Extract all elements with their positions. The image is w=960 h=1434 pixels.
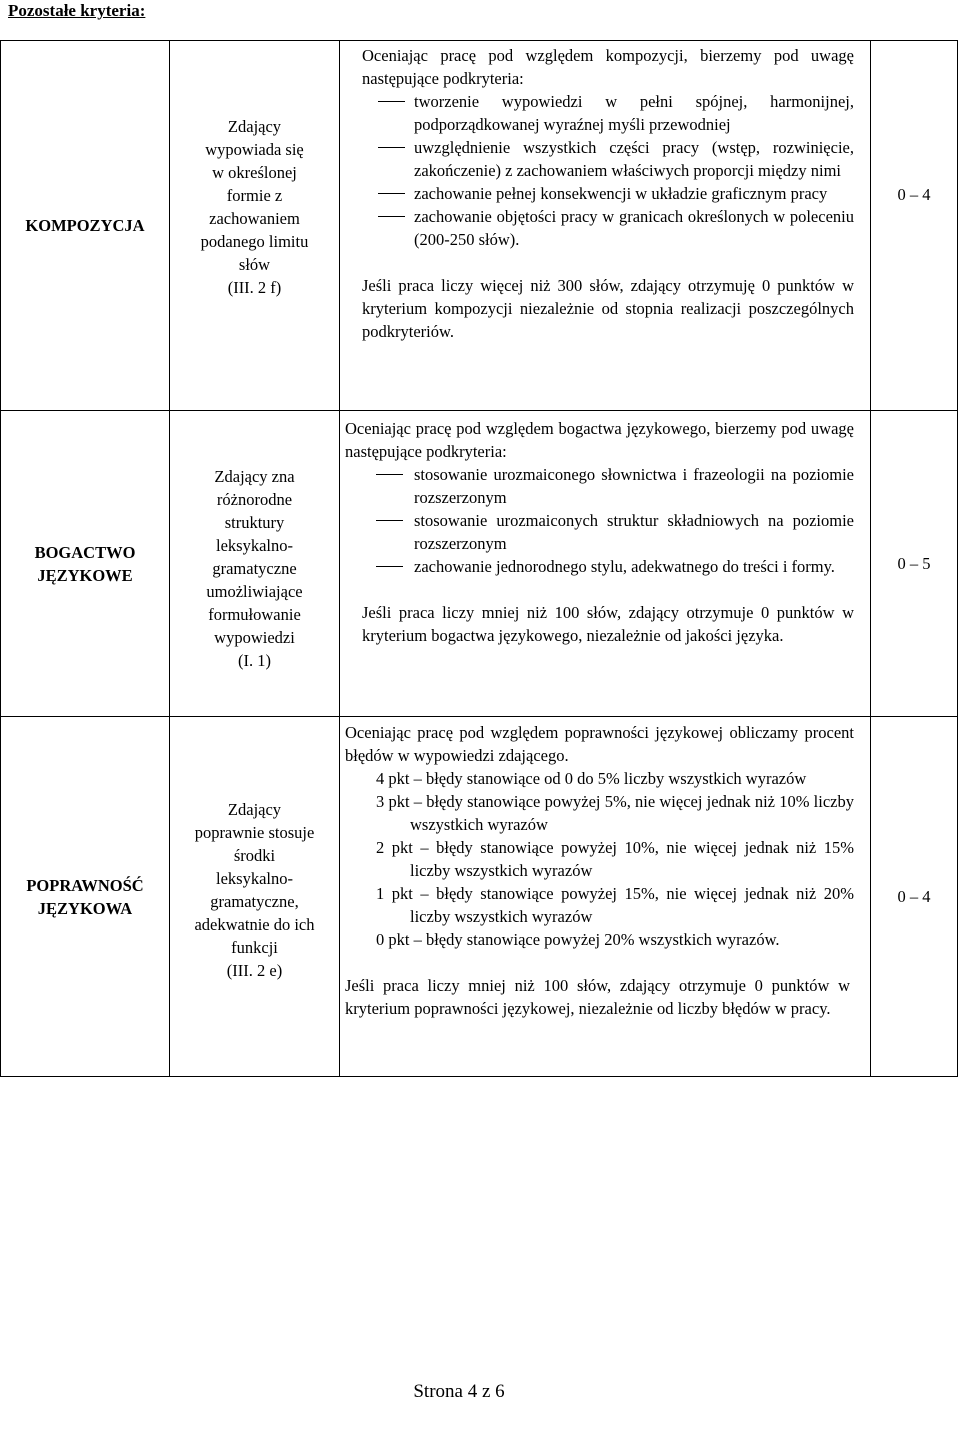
criterion-description (340, 717, 871, 1077)
criterion-name (1, 41, 170, 411)
section-heading: Pozostałe kryteria: (8, 1, 146, 20)
skill-line: Zdający (227, 799, 282, 819)
skill-line: umożliwiające (206, 582, 303, 601)
skill-description (170, 717, 340, 1077)
skill-line: (I. 1) (238, 651, 271, 670)
description-note: Jeśli praca liczy więcej niż 300 słów, zdający otrzymuję 0 punktów w kryterium kompozycji niezależnie od stopnia realizacji poszczególnych podkryteriów. (362, 276, 854, 341)
criterion-row-kompozycja (1, 41, 958, 411)
skill-line: wypowiedzi (214, 628, 295, 647)
criterion-name-line: JĘZYKOWE (37, 565, 133, 585)
description-intro: Oceniając pracę pod względem bogactwa językowego, bierzemy pod uwagę następujące podkryteria: (345, 419, 854, 461)
skill-line: formułowanie (208, 605, 301, 624)
criterion-description (340, 411, 871, 717)
score-level: 1 pkt – błędy stanowiące powyżej 15%, nie więcej jednak niż 20% liczby wszystkich wyrazów (376, 884, 854, 926)
criterion-name (1, 717, 170, 1077)
description-intro: Oceniając pracę pod względem kompozycji, bierzemy pod uwagę następujące podkryteria: (362, 46, 854, 88)
skill-line: słów (238, 254, 271, 274)
criterion-row-bogactwo (1, 411, 958, 717)
criterion-description (340, 41, 871, 411)
skill-line: środki (233, 845, 276, 865)
description-bullet: stosowanie urozmaiconych struktur składniowych na poziomie rozszerzonym (340, 509, 870, 555)
description-bullet: zachowanie pełnej konsekwencji w układzie graficznym pracy (340, 182, 870, 205)
description-intro: Oceniając pracę pod względem poprawności językowej obliczamy procent błędów w wypowiedzi zdającego. (345, 723, 854, 765)
skill-line: leksykalno- (216, 868, 293, 888)
skill-line: gramatyczne, (210, 891, 299, 911)
criterion-row-poprawnosc (1, 717, 958, 1077)
skill-description (170, 411, 340, 717)
skill-line: gramatyczne (212, 559, 297, 578)
criterion-name (1, 411, 170, 717)
score-level: 3 pkt – błędy stanowiące powyżej 5%, nie więcej jednak niż 10% liczby wszystkich wyrazów (376, 792, 854, 834)
score-level: 2 pkt – błędy stanowiące powyżej 10%, nie więcej jednak niż 15% liczby wszystkich wyrazów (376, 838, 854, 880)
skill-line: podanego limitu (200, 231, 309, 251)
skill-line: (III. 2 f) (227, 277, 282, 297)
description-bullet: stosowanie urozmaiconego słownictwa i frazeologii na poziomie rozszerzonym (340, 463, 870, 509)
skill-line: różnorodne (216, 490, 293, 509)
criterion-name-line: BOGACTWO (34, 542, 136, 562)
criteria-table (0, 40, 958, 1077)
skill-line: Zdający (227, 116, 282, 136)
score-level: 0 pkt – błędy stanowiące powyżej 20% wszystkich wyrazów. (376, 930, 780, 949)
criterion-name-line: POPRAWNOŚĆ (26, 875, 144, 895)
skill-line: formie z (226, 185, 283, 205)
skill-line: funkcji (231, 937, 278, 957)
skill-line: adekwatnie do ich (194, 914, 315, 934)
skill-description (170, 41, 340, 411)
skill-line: struktury (224, 513, 285, 532)
points-range: 0 – 4 (871, 41, 958, 411)
description-bullet: zachowanie objętości pracy w granicach określonych w poleceniu (200-250 słów). (340, 205, 870, 251)
skill-line: (III. 2 e) (226, 960, 283, 980)
points-range: 0 – 4 (871, 717, 958, 1077)
skill-line: wypowiada się (205, 139, 304, 159)
description-bullet: zachowanie jednorodnego stylu, adekwatnego do treści i formy. (340, 555, 870, 578)
score-level: 4 pkt – błędy stanowiące od 0 do 5% liczby wszystkich wyrazów (376, 769, 807, 788)
description-note: Jeśli praca liczy mniej niż 100 słów, zdający otrzymuje 0 punktów w kryterium bogactwa językowego, niezależnie od jakości języka. (362, 603, 854, 645)
description-bullet: uwzględnienie wszystkich części pracy (wstęp, rozwinięcie, zakończenie) z zachowaniem właściwych proporcji między nimi (340, 136, 870, 182)
description-note: Jeśli praca liczy mniej niż 100 słów, zdający otrzymuje 0 punktów w kryterium poprawności językowej, niezależnie od liczby błędów w pracy. (345, 976, 850, 1018)
page-footer: Strona 4 z 6 (413, 1381, 505, 1402)
criterion-name-line: KOMPOZYCJA (25, 216, 145, 235)
skill-line: leksykalno- (216, 536, 293, 555)
points-range: 0 – 5 (871, 411, 958, 717)
skill-line: Zdający zna (214, 467, 295, 486)
criterion-name-line: JĘZYKOWA (37, 898, 133, 918)
skill-line: zachowaniem (209, 208, 300, 228)
skill-line: w określonej (212, 162, 297, 182)
skill-line: poprawnie stosuje (194, 822, 315, 842)
description-bullet: tworzenie wypowiedzi w pełni spójnej, harmonijnej, podporządkowanej wyraźnej myśli przewodniej (340, 90, 870, 136)
